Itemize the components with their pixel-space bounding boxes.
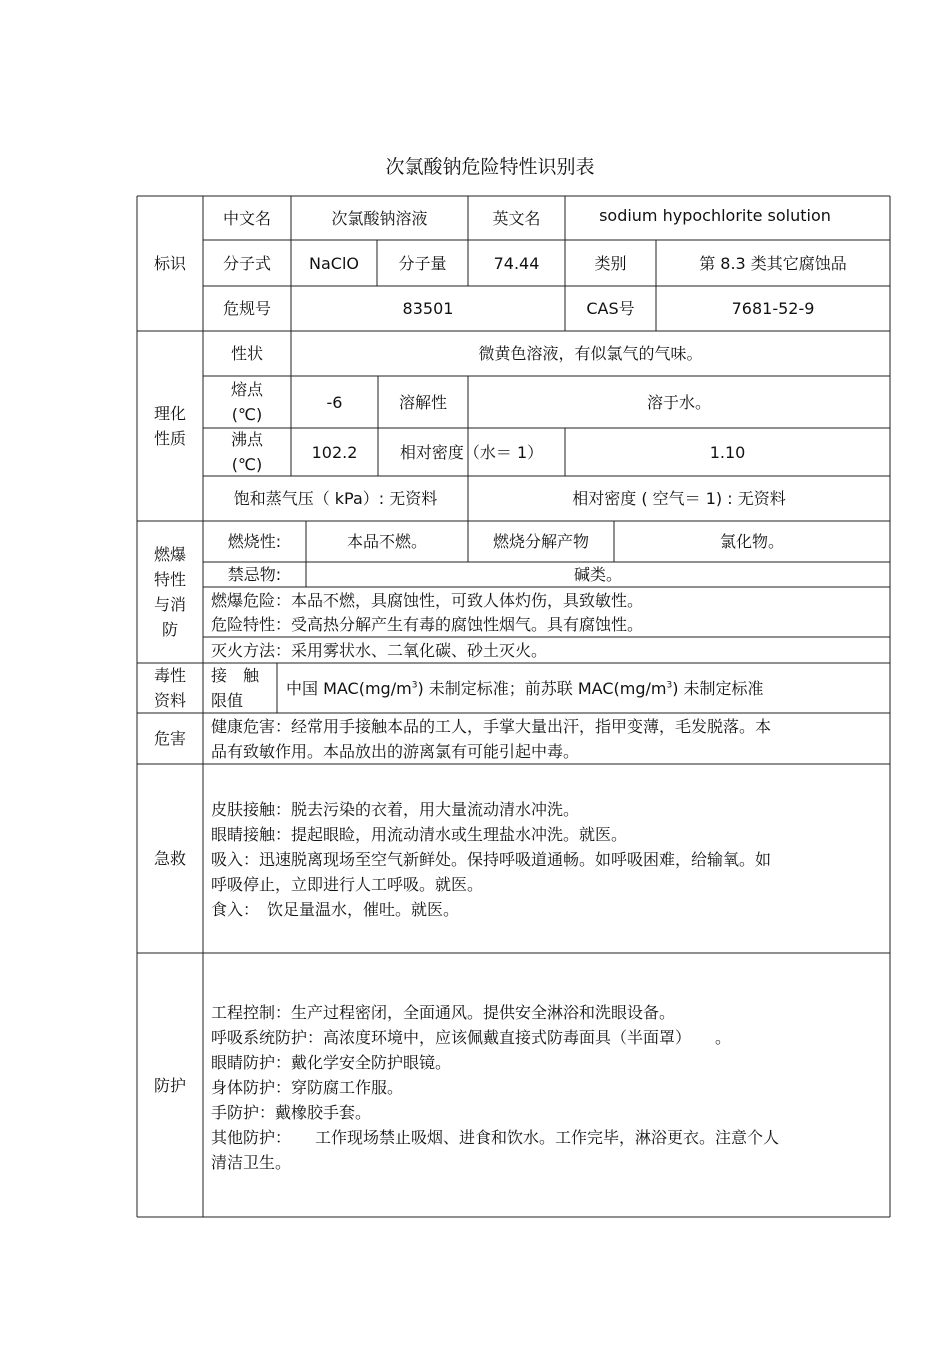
- firstaid-line: 呼吸停止，立即进行人工呼吸。就医。: [211, 875, 484, 894]
- hazard-no-label: 危规号: [222, 299, 271, 318]
- cn-name-label: 中文名: [222, 208, 271, 228]
- section-toxicity: [137, 663, 203, 713]
- extinguishing-method: 灭火方法：采用雾状水、二氧化碳、砂土灭火。: [211, 641, 548, 660]
- hazard-characteristics: 危险特性：受高热分解产生有毒的腐蚀性烟气。具有腐蚀性。: [211, 615, 644, 634]
- section-fire: [137, 521, 203, 663]
- formula-label: 分子式: [222, 253, 271, 273]
- protection-line: 眼睛防护：戴化学安全防护眼镜。: [211, 1053, 452, 1072]
- mw-label: 分子量: [398, 253, 447, 273]
- section-toxicity-line2: 资料: [153, 691, 186, 710]
- section-protection: 防护: [153, 1075, 186, 1095]
- firstaid-line: 食入： 饮足量温水，催吐。就医。: [211, 900, 460, 919]
- decomp-value: 氯化物。: [719, 532, 784, 551]
- section-fire-line2: 特性: [153, 570, 186, 589]
- protection-line: 身体防护：穿防腐工作服。: [211, 1078, 404, 1097]
- exposure-limit-label-line2: 限值: [211, 691, 244, 710]
- cas-label: CAS号: [586, 299, 635, 318]
- en-name-label: 英文名: [492, 208, 541, 228]
- firstaid-text: [211, 797, 771, 922]
- mp-label-line1: 熔点: [230, 380, 263, 399]
- decomp-label: 燃烧分解产物: [492, 532, 589, 551]
- ussr-mac-prefix: 前苏联 MAC(mg/m: [524, 679, 667, 698]
- cn-name-value: 次氯酸钠溶液: [331, 208, 428, 228]
- china-mac-prefix: 中国 MAC(mg/m: [286, 679, 412, 698]
- flammability-label: 燃烧性:: [227, 532, 282, 551]
- section-physchem-line2: 性质: [153, 429, 186, 448]
- formula-value: NaClO: [309, 253, 359, 273]
- solubility-label: 溶解性: [398, 392, 447, 412]
- china-mac-suffix: ) 未制定标准；: [417, 679, 525, 698]
- ussr-mac-suffix: ) 未制定标准: [672, 679, 764, 698]
- bp-label: [203, 428, 291, 476]
- exposure-limit-label-line1: 接 触: [211, 666, 260, 685]
- firstaid-line: 皮肤接触：脱去污染的衣着，用大量流动清水冲洗。: [211, 800, 580, 819]
- hazard-no-value: 83501: [402, 299, 454, 318]
- section-physchem-line1: 理化: [153, 404, 186, 423]
- section-firstaid: 急救: [153, 849, 186, 868]
- section-identification: 标识: [153, 254, 186, 273]
- explosion-hazard: 燃爆危险：本品不燃，具腐蚀性，可致人体灼伤，具致敏性。: [211, 591, 644, 610]
- ussr-mac-superscript: 3: [666, 680, 673, 691]
- class-label: 类别: [594, 253, 627, 273]
- cas-value: 7681-52-9: [731, 299, 815, 318]
- mp-label: [203, 376, 291, 428]
- section-physchem: [137, 331, 203, 521]
- bp-value: 102.2: [311, 442, 358, 462]
- protection-line: 工程控制：生产过程密闭，全面通风。提供安全淋浴和洗眼设备。: [211, 1003, 676, 1022]
- rel-density-water-label: 相对密度（水＝ 1）: [399, 442, 544, 462]
- rel-density-air: 相对密度 ( 空气＝ 1) : 无资料: [572, 489, 786, 508]
- bp-label-line2: (℃): [231, 455, 263, 474]
- mw-value: 74.44: [493, 253, 540, 273]
- section-fire-line4: 防: [161, 620, 178, 639]
- firstaid-line: 吸入：迅速脱离现场至空气新鲜处。保持呼吸道通畅。如呼吸困难，给输氧。如: [211, 850, 772, 869]
- section-toxicity-line1: 毒性: [153, 666, 186, 685]
- vapor-pressure: 饱和蒸气压（ kPa）: 无资料: [233, 489, 438, 508]
- solubility-value: 溶于水。: [646, 392, 711, 412]
- rel-density-water-value: 1.10: [709, 442, 746, 462]
- bp-label-line1: 沸点: [230, 430, 263, 449]
- section-health: 危害: [153, 729, 186, 748]
- china-mac-superscript: 3: [411, 680, 418, 691]
- appearance-label: 性状: [230, 344, 263, 363]
- en-name-value: sodium hypochlorite solution: [599, 205, 831, 225]
- protection-line: 清洁卫生。: [211, 1153, 292, 1172]
- flammability-value: 本品不燃。: [346, 532, 427, 551]
- health-hazard-line2: 品有致敏作用。本品放出的游离氯有可能引起中毒。: [211, 742, 580, 761]
- class-value: 第 8.3 类其它腐蚀品: [699, 253, 847, 273]
- protection-line: 其他防护： 工作现场禁止吸烟、进食和饮水。工作完毕，淋浴更衣。注意个人: [211, 1128, 780, 1147]
- incompat-value: 碱类。: [573, 565, 622, 584]
- mp-value: -6: [326, 392, 343, 412]
- section-fire-line1: 燃爆: [153, 545, 186, 564]
- firstaid-line: 眼睛接触：提起眼睑，用流动清水或生理盐水冲洗。就医。: [211, 825, 628, 844]
- health-hazard-line1: 健康危害：经常用手接触本品的工人，手掌大量出汗，指甲变薄，毛发脱落。本: [211, 717, 772, 736]
- protection-text: [211, 1000, 779, 1175]
- protection-line: 呼吸系统防护：高浓度环境中，应该佩戴直接式防毒面具（半面罩） 。: [211, 1028, 732, 1047]
- exposure-limit-label: [203, 663, 277, 713]
- health-hazard-text: [211, 714, 771, 764]
- incompat-label: 禁忌物:: [227, 565, 282, 584]
- section-fire-line3: 与消: [153, 595, 186, 614]
- appearance-value: 微黄色溶液，有似氯气的气味。: [478, 344, 703, 363]
- page-title: 次氯酸钠危险特性识别表: [385, 156, 595, 178]
- exposure-limit-value: [286, 676, 764, 701]
- protection-line: 手防护：戴橡胶手套。: [211, 1103, 372, 1122]
- mp-label-line2: (℃): [231, 405, 263, 424]
